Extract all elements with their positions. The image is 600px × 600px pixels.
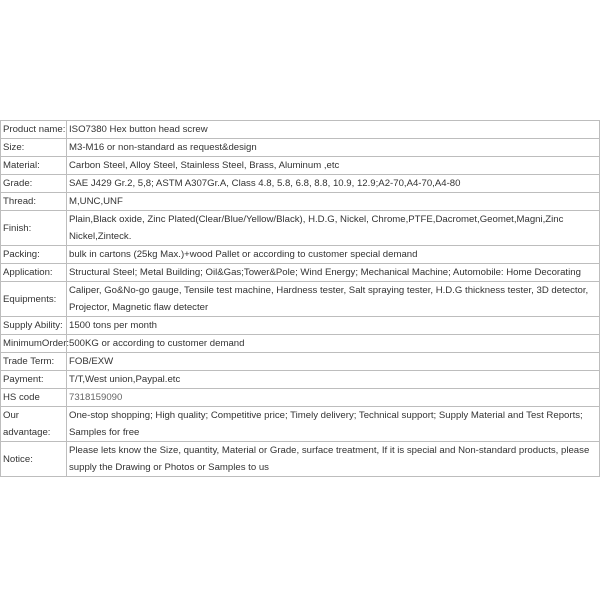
spec-value: SAE J429 Gr.2, 5,8; ASTM A307Gr.A, Class 4.8, 5.8, 6.8, 8.8, 10.9, 12.9;A2-70,A4-70,A4-80 [67,175,600,193]
spec-row-product-name [1,121,600,139]
spec-value: Caliper, Go&No-go gauge, Tensile test machine, Hardness tester, Salt spraying tester, H.D.G thickness tester, 3D detector, Projector, Magnetic flaw detecter [67,282,600,317]
spec-label: Product name: [1,121,67,139]
spec-row-payment [1,371,600,389]
spec-value: 1500 tons per month [67,317,600,335]
spec-value: Structural Steel; Metal Building; Oil&Gas;Tower&Pole; Wind Energy; Mechanical Machine; Automobile: Home Decorating [67,264,600,282]
spec-label: MinimumOrder: [1,335,67,353]
spec-value: bulk in cartons (25kg Max.)+wood Pallet or according to customer special demand [67,246,600,264]
spec-label: Notice: [1,442,67,477]
spec-label: HS code [1,389,67,407]
spec-row-supply-ability [1,317,600,335]
spec-row-minimum-order [1,335,600,353]
spec-value: One-stop shopping; High quality; Competitive price; Timely delivery; Technical support; Supply Material and Test Reports; Samples for free [67,407,600,442]
product-spec-table [0,120,600,477]
spec-value: M3-M16 or non-standard as request&design [67,139,600,157]
spec-label: Size: [1,139,67,157]
spec-row-size [1,139,600,157]
spec-label: Packing: [1,246,67,264]
spec-label: Our advantage: [1,407,67,442]
spec-value: T/T,West union,Paypal.etc [67,371,600,389]
spec-row-material [1,157,600,175]
spec-label: Supply Ability: [1,317,67,335]
spec-label: Finish: [1,211,67,246]
spec-row-trade-term [1,353,600,371]
spec-value: M,UNC,UNF [67,193,600,211]
spec-value: 500KG or according to customer demand [67,335,600,353]
spec-row-packing [1,246,600,264]
spec-label: Equipments: [1,282,67,317]
spec-value: FOB/EXW [67,353,600,371]
spec-row-thread [1,193,600,211]
spec-label: Trade Term: [1,353,67,371]
spec-label: Material: [1,157,67,175]
spec-value: 7318159090 [67,389,600,407]
spec-label: Grade: [1,175,67,193]
spec-row-hs-code [1,389,600,407]
spec-row-notice [1,442,600,477]
spec-value: Please lets know the Size, quantity, Material or Grade, surface treatment, If it is special and Non-standard products, please supply the Drawing or Photos or Samples to us [67,442,600,477]
spec-label: Payment: [1,371,67,389]
spec-label: Application: [1,264,67,282]
spec-row-advantage [1,407,600,442]
spec-row-application [1,264,600,282]
spec-row-equipments [1,282,600,317]
spec-row-grade [1,175,600,193]
spec-label: Thread: [1,193,67,211]
spec-value: Plain,Black oxide, Zinc Plated(Clear/Blue/Yellow/Black), H.D.G, Nickel, Chrome,PTFE,Dacromet,Geomet,Magni,Zinc Nickel,Zinteck. [67,211,600,246]
spec-value: ISO7380 Hex button head screw [67,121,600,139]
spec-value: Carbon Steel, Alloy Steel, Stainless Steel, Brass, Aluminum ,etc [67,157,600,175]
spec-row-finish [1,211,600,246]
